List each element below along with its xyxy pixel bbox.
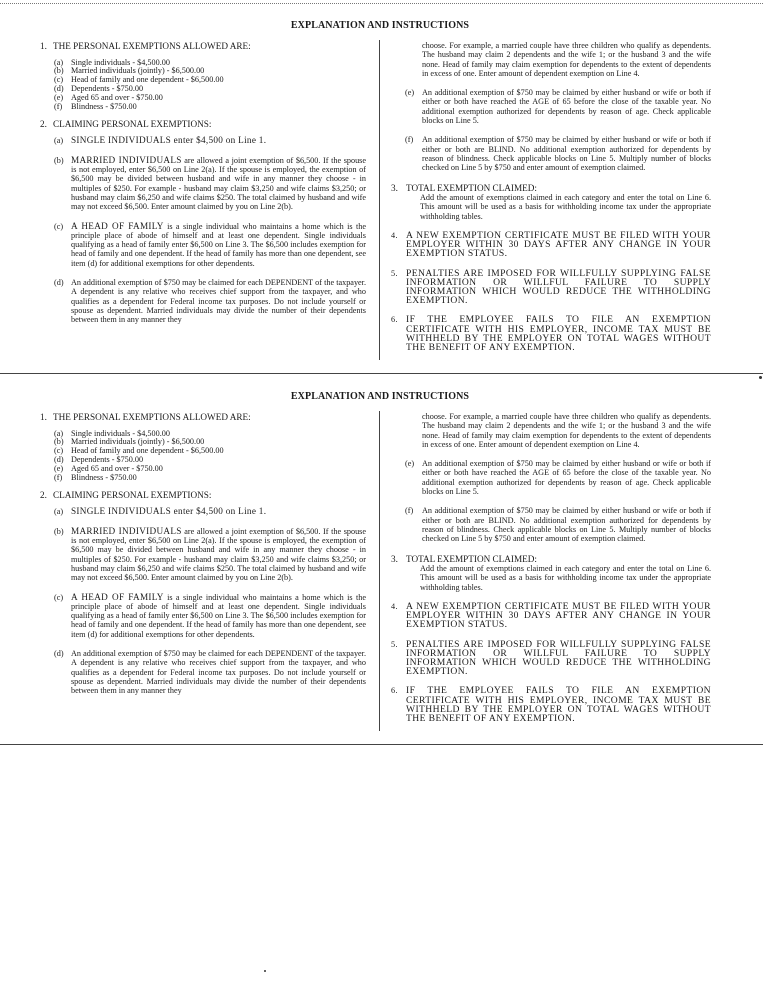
- section-5-text: 5. PENALTIES ARE IMPOSED FOR WILLFULLY SUPPLYING FALSE INFORMATION OR WILLFUL FAILURE TO SUPPLY INFORMATION WHICH WOULD REDUCE THE WITHHOLDING EXEMPTION.: [391, 267, 711, 307]
- section-4-text: 4. A NEW EXEMPTION CERTIFICATE MUST BE FILED WITH YOUR EMPLOYER WITHIN 30 DAYS AFTER ANY CHANGE IN YOUR EXEMPTION STATUS.: [391, 600, 711, 631]
- list-item: (f) Blindness - $750.00: [54, 102, 137, 112]
- section-6-text: 6. IF THE EMPLOYEE FAILS TO FILE AN EXEMPTION CERTIFICATE WITH HIS EMPLOYER, INCOME TAX MUST BE WITHHELD BY THE EMPLOYER ON TOTAL WAGES WITHOUT THE BENEFIT OF ANY EXEMPTION.: [391, 314, 711, 353]
- instructions-panel-lower: [36, 391, 724, 736]
- panel-separator: [0, 373, 763, 374]
- panel-title: EXPLANATION AND INSTRUCTIONS: [290, 20, 470, 31]
- exemption-allowance-list: [40, 59, 366, 112]
- list-item: (b) Married individuals (jointly) - $6,500.00: [54, 437, 205, 447]
- list-item: (d) Dependents - $750.00: [54, 84, 144, 94]
- claim-d: (d) An additional exemption of $750 may be claimed for each DEPENDENT of the taxpayer. A dependent is any relative who receives chief support from the taxpayer, and who qualifies as a dependent for Federal income tax purposes. Do not include yourself or spouse as dependent. Married individuals may divide the number of their dependents between them in any manner they: [54, 278, 366, 325]
- section-1-heading: 1. THE PERSONAL EXEMPTIONS ALLOWED ARE:: [40, 41, 251, 51]
- claim-d-continued: choose. For example, a married couple have three children who qualify as dependents. The husband may claim 2 dependents and the wife 1; or the husband 3 and the wife none. Head of family may claim exemption for dependents to the extent of dependents in excess of one. Enter amount of dependent exemption on Line 4.: [422, 41, 711, 78]
- section-6-text: 6. IF THE EMPLOYEE FAILS TO FILE AN EXEMPTION CERTIFICATE WITH HIS EMPLOYER, INCOME TAX MUST BE WITHHELD BY THE EMPLOYER ON TOTAL WAGES WITHOUT THE BENEFIT OF ANY EXEMPTION.: [391, 685, 711, 724]
- instructions-panel-upper: [36, 20, 724, 366]
- column-divider: [379, 411, 380, 731]
- claim-f: (f) An additional exemption of $750 may be claimed by either husband or wife or both if either or both are BLIND. No additional exemption authorized for dependents by reason of blindness. Check applicable blocks on Line 5. Multiply number of blocks checked on Line 5 by $750 and enter amount of exemption claimed.: [405, 135, 711, 173]
- list-item: (f) Blindness - $750.00: [54, 473, 137, 483]
- panel-title: EXPLANATION AND INSTRUCTIONS: [290, 391, 470, 402]
- stray-mark: [264, 970, 266, 972]
- column-divider: [379, 40, 380, 360]
- claim-b: (b) MARRIED INDIVIDUALS are allowed a joint exemption of $6,500. If the spouse is not employed, enter $6,500 on Line 2(a). If the spouse is employed, the exemption of $6,500 may be divided between husband and wife in any manner they choose - in multiples of $250. For example - husband may claim $3,250 and wife claims $3,250; or husband may claim $6,250 and wife claims $250. The total claimed by husband and wife may not exceed $6,500. Enter amount claimed by you on Line 2(b).: [54, 154, 366, 212]
- exemption-allowance-list: [40, 430, 366, 483]
- claim-c: (c) A HEAD OF FAMILY is a single individual who maintains a home which is the principle place of abode of himself and at least one dependent. Single individuals qualifying as a head of family enter $6,500 on Line 3. The $6,500 includes exemption for head of family and one dependent. If the head of family has more than one dependent, see item (d) for additional exemptions for other dependents.: [54, 591, 366, 639]
- section-3-heading: 3. TOTAL EXEMPTION CLAIMED:: [391, 553, 537, 564]
- list-item: (c) Head of family and one dependent - $6,500.00: [54, 75, 224, 85]
- list-item: (a) Single individuals - $4,500.00: [54, 428, 170, 438]
- claim-d-continued: choose. For example, a married couple have three children who qualify as dependents. The husband may claim 2 dependents and the wife 1; or the husband 3 and the wife none. Head of family may claim exemption for dependents to the extent of dependents in excess of one. Enter amount of dependent exemption on Line 4.: [422, 412, 711, 449]
- claim-a: (a) SINGLE INDIVIDUALS enter $4,500 on Line 1.: [54, 506, 267, 517]
- claim-b: (b) MARRIED INDIVIDUALS are allowed a joint exemption of $6,500. If the spouse is not employed, enter $6,500 on Line 2(a). If the spouse is employed, the exemption of $6,500 may be divided between husband and wife in any manner they choose - in multiples of $250. For example - husband may claim $3,250 and wife claims $3,250; or husband may claim $6,250 and wife claims $250. The total claimed by husband and wife may not exceed $6,500. Enter amount claimed by you on Line 2(b).: [54, 525, 366, 583]
- claim-d: (d) An additional exemption of $750 may be claimed for each DEPENDENT of the taxpayer. A dependent is any relative who receives chief support from the taxpayer, and who qualifies as a dependent for Federal income tax purposes. Do not include yourself or spouse as dependent. Married individuals may divide the number of their dependents between them in any manner they: [54, 649, 366, 696]
- section-5-text: 5. PENALTIES ARE IMPOSED FOR WILLFULLY SUPPLYING FALSE INFORMATION OR WILLFUL FAILURE TO SUPPLY INFORMATION WHICH WOULD REDUCE THE WITHHOLDING EXEMPTION.: [391, 638, 711, 678]
- claim-a: (a) SINGLE INDIVIDUALS enter $4,500 on Line 1.: [54, 135, 267, 146]
- section-2-heading: 2. CLAIMING PERSONAL EXEMPTIONS:: [40, 489, 212, 500]
- section-1-heading: 1. THE PERSONAL EXEMPTIONS ALLOWED ARE:: [40, 412, 251, 422]
- section-2-heading: 2. CLAIMING PERSONAL EXEMPTIONS:: [40, 118, 212, 129]
- claim-f: (f) An additional exemption of $750 may be claimed by either husband or wife or both if either or both are BLIND. No additional exemption authorized for dependents by reason of blindness. Check applicable blocks on Line 5. Multiply number of blocks checked on Line 5 by $750 and enter amount of exemption claimed.: [405, 506, 711, 544]
- list-item: (a) Single individuals - $4,500.00: [54, 57, 170, 67]
- list-item: (e) Aged 65 and over - $750.00: [54, 464, 163, 474]
- right-column: [391, 41, 711, 352]
- section-3-heading: 3. TOTAL EXEMPTION CLAIMED:: [391, 182, 537, 193]
- section-3-text: Add the amount of exemptions claimed in each category and enter the total on Line 6. This amount will be used as a basis for withholding income tax under the appropriate withholding tables.: [420, 564, 711, 592]
- list-item: (b) Married individuals (jointly) - $6,500.00: [54, 66, 205, 76]
- claim-e: (e) An additional exemption of $750 may be claimed by either husband or wife or both if either or both have reached the AGE of 65 before the close of the taxable year. No additional exemption authorized for dependents by reason of age. Check applicable blocks on Line 5.: [405, 459, 711, 497]
- section-4-text: 4. A NEW EXEMPTION CERTIFICATE MUST BE FILED WITH YOUR EMPLOYER WITHIN 30 DAYS AFTER ANY CHANGE IN YOUR EXEMPTION STATUS.: [391, 229, 711, 260]
- section-3-text: Add the amount of exemptions claimed in each category and enter the total on Line 6. This amount will be used as a basis for withholding income tax under the appropriate withholding tables.: [420, 193, 711, 221]
- claim-e: (e) An additional exemption of $750 may be claimed by either husband or wife or both if either or both have reached the AGE of 65 before the close of the taxable year. No additional exemption authorized for dependents by reason of age. Check applicable blocks on Line 5.: [405, 88, 711, 126]
- list-item: (d) Dependents - $750.00: [54, 455, 144, 465]
- top-edge-rule: [0, 3, 763, 4]
- panel-separator: [0, 744, 763, 745]
- list-item: (e) Aged 65 and over - $750.00: [54, 93, 163, 103]
- edge-mark: [759, 376, 762, 379]
- left-column: [40, 412, 366, 695]
- left-column: [40, 41, 366, 324]
- list-item: (c) Head of family and one dependent - $6,500.00: [54, 446, 224, 456]
- claim-c: (c) A HEAD OF FAMILY is a single individual who maintains a home which is the principle place of abode of himself and at least one dependent. Single individuals qualifying as a head of family enter $6,500 on Line 3. The $6,500 includes exemption for head of family and one dependent. If the head of family has more than one dependent, see item (d) for additional exemptions for other dependents.: [54, 220, 366, 268]
- right-column: [391, 412, 711, 723]
